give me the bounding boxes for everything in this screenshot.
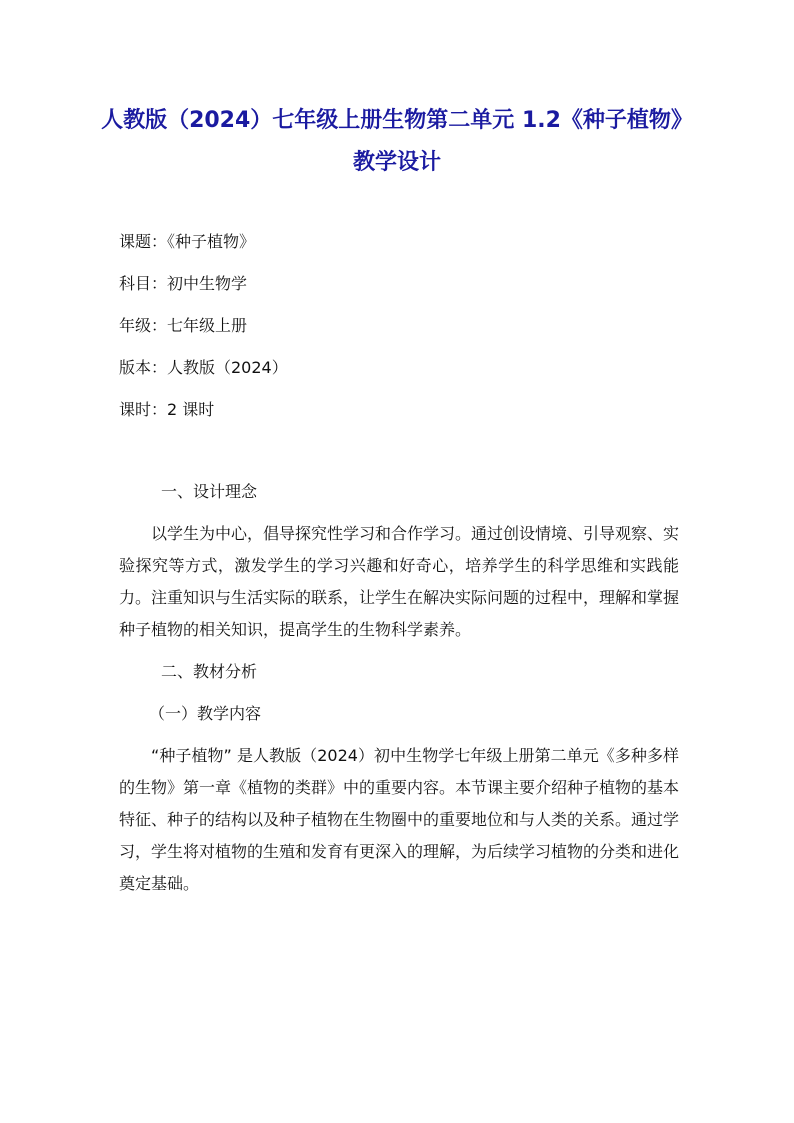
document-body [119,476,679,900]
document-title: 人教版（2024）七年级上册生物第二单元 1.2《种子植物》教学设计 [101,108,693,175]
meta-grade: 年级：七年级上册 [119,316,248,335]
lesson-meta-list [119,228,288,438]
paragraph-teaching-content: “种子植物” 是人教版（2024）初中生物学七年级上册第二单元《多种多样的生物》第一章《植物的类群》中的重要内容。本节课主要介绍种子植物的基本特征、种子的结构以及种子植物在生物圈中的重要地位和与人类的关系。通过学习，学生将对植物的生殖和发育有更深入的理解，为后续学习植物的分类和进化奠定基础。 [119,746,680,893]
meta-subject: 科目：初中生物学 [119,274,248,293]
subsection-heading-teaching-content: （一）教学内容 [149,704,262,723]
section-heading-textbook-analysis: 二、教材分析 [161,662,258,681]
meta-topic: 课题：《种子植物》 [119,232,256,251]
paragraph-design-concept: 以学生为中心，倡导探究性学习和合作学习。通过创设情境、引导观察、实验探究等方式，激发学生的学习兴趣和好奇心，培养学生的科学思维和实践能力。注重知识与生活实际的联系，让学生在解决实际问题的过程中，理解和掌握种子植物的相关知识，提高学生的生物科学素养。 [119,524,680,639]
meta-periods: 课时：2 课时 [119,400,215,419]
meta-edition: 版本：人教版（2024） [119,358,288,377]
section-heading-design-concept: 一、设计理念 [161,482,258,501]
